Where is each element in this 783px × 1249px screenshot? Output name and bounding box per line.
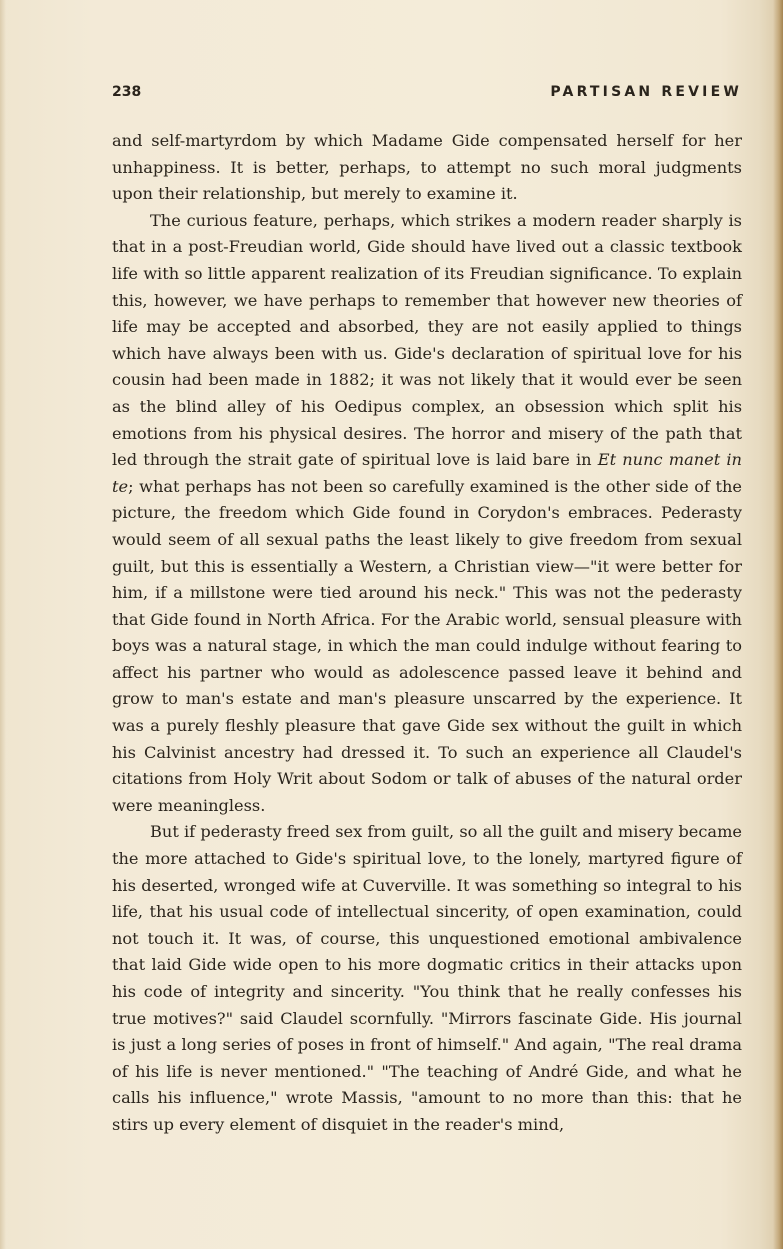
page-left-edge bbox=[0, 0, 6, 1249]
paragraph-freudian bbox=[112, 208, 742, 820]
body-text bbox=[112, 128, 742, 1139]
book-title-italic: Et nunc manet in te bbox=[112, 450, 742, 496]
paragraph-text-part: The curious feature, perhaps, which strikes a modern reader sharply is that in a post-Freudian world, Gide should have lived out a classic textbook life with so little apparent realization of its Freudian significance. To explain this, however, we have perhaps to remember that however new theories of life may be accepted and absorbed, they are not easily applied to things which have always been with us. Gide's declaration of spiritual love for his cousin had been made in 1882; it was not likely that it would ever be seen as the blind alley of his Oedipus complex, an obsession which split his emotions from his physical desires. The horror and misery of the path that led through the strait gate of spiritual love is laid bare in bbox=[112, 210, 742, 470]
running-head: PARTISAN REVIEW bbox=[550, 84, 742, 100]
page-right-edge-shadow bbox=[773, 0, 783, 1249]
paragraph-pederasty: But if pederasty freed sex from guilt, so all the guilt and misery became the more attached to Gide's spiritual love, to the lonely, martyred figure of his deserted, wronged wife at Cuverville. It was something so integral to his life, that his usual code of intellectual sincerity, of open examination, could not touch it. It was, of course, this unquestioned emotional ambivalence that laid Gide wide open to his more dogmatic critics in their attacks upon his code of integrity and sincerity. "You think that he really confesses his true motives?" said Claudel scornfully. "Mirrors fascinate Gide. His journal is just a long series of poses in front of himself." And again, "The real drama of his life is never mentioned." "The teaching of André Gide, and what he calls his influence," wrote Massis, "amount to no more than this: that he stirs up every element of disquiet in the reader's mind, bbox=[112, 822, 742, 1134]
paragraph-text-part: ; what perhaps has not been so carefully examined is the other side of the picture, the freedom which Gide found in Corydon's embraces. Pederasty would seem of all sexual paths the least likely to give freedom from sexual guilt, but this is essentially a Western, a Christian view—"it were better for him, if a millstone were tied around his neck." This was not the pederasty that Gide found in North Africa. For the Arabic world, sensual pleasure with boys was a natural stage, in which the man could indulge without fearing to affect his partner who would as adolescence passed leave it behind and grow to man's estate and man's pleasure unscarred by the experience. It was a purely fleshly pleasure that gave Gide sex without the guilt in which his Calvinist ancestry had dressed it. To such an experience all Claudel's citations from Holy Writ about Sodom or talk of abuses of the natural order were meaningless. bbox=[112, 476, 742, 815]
page-header bbox=[112, 84, 742, 104]
paragraph-continuation: and self-martyrdom by which Madame Gide compensated herself for her unhappiness. It is better, perhaps, to attempt no such moral judgments upon their relationship, but merely to examine it. bbox=[112, 131, 742, 204]
page-number: 238 bbox=[112, 84, 142, 100]
